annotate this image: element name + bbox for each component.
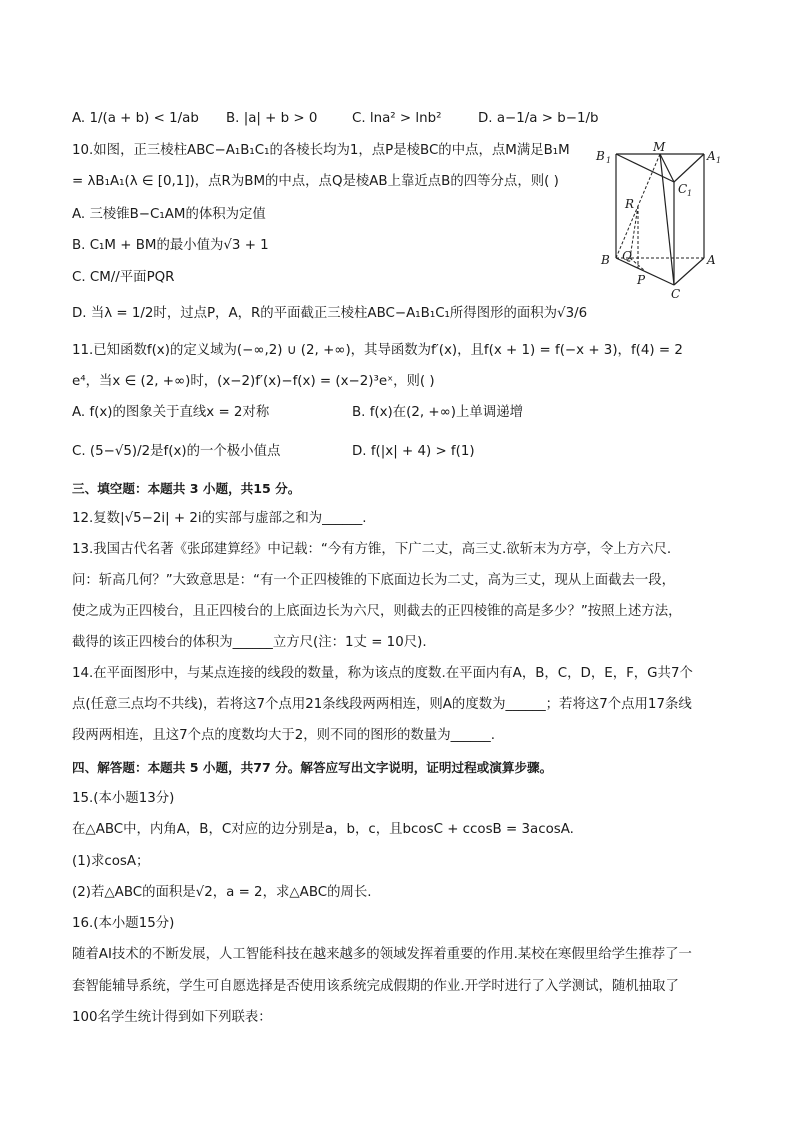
q14-line2: 点(任意三点均不共线)，若将这7个点用21条线段两两相连，则A的度数为______；若将这7个点用17条线	[72, 697, 692, 712]
q11-stem-line2: e⁴，当x ∈ (2, +∞)时，(x−2)f′(x)−f(x) = (x−2)³eˣ，则( )	[72, 374, 435, 389]
q10-stem-line1: 10.如图，正三棱柱ABC−A₁B₁C₁的各棱长均为1，点P是棱BC的中点，点M满足B₁M	[72, 143, 570, 158]
label-c1: C	[678, 182, 688, 196]
q11-option-b: B. f(x)在(2, +∞)上单调递增	[352, 405, 523, 420]
q13-line2: 问：斩高几何？”大致意思是：“有一个正四棱锥的下底面边长为二丈，高为三丈，现从上面截去一段，	[72, 573, 676, 588]
edge-c1a1	[674, 154, 704, 182]
label-c1-sub: 1	[687, 189, 693, 198]
label-a1-sub: 1	[716, 156, 722, 165]
segment-mc	[660, 154, 674, 285]
q10-stem-line2: = λB₁A₁(λ ∈ [0,1])，点R为BM的中点，点Q是棱AB上靠近点B的四等分点，则( )	[72, 174, 559, 189]
label-q: Q	[622, 249, 632, 263]
label-b1-sub: 1	[606, 156, 612, 165]
q16-line3: 100名学生统计得到如下列联表：	[72, 1010, 272, 1025]
q16-line2: 套智能辅导系统，学生可自愿选择是否使用该系统完成假期的作业.开学时进行了入学测试，随机抽取了	[72, 979, 679, 994]
q15-stem: 在△ABC中，内角A，B，C对应的边分别是a，b，c，且bcosC + ccosB = 3acosA.	[72, 822, 574, 837]
edge-b1c1	[616, 154, 674, 182]
label-m: M	[653, 140, 666, 154]
q9-option-a: A. 1/(a + b) < 1/ab	[72, 111, 199, 126]
label-r: R	[625, 197, 635, 211]
section-solution-heading: 四、解答题：本题共 5 小题，共77 分。解答应写出文字说明，证明过程或演算步骤。	[72, 760, 553, 775]
triangular-prism-diagram	[590, 140, 730, 300]
q13-line1: 13.我国古代名著《张邱建算经》中记载：“今有方锥，下广二丈，高三丈.欲斩末为方亭，令上方六尺.	[72, 542, 672, 557]
segment-qp	[630, 258, 645, 271]
q13-line4: 截得的该正四棱台的体积为______立方尺(注：1丈 = 10尺).	[72, 635, 427, 650]
label-b1: B	[596, 149, 605, 163]
q9-option-b: B. |a| + b > 0	[226, 111, 318, 126]
q10-option-d: D. 当λ = 1/2时，过点P，A，R的平面截正三棱柱ABC−A₁B₁C₁所得图形的面积为√3/6	[72, 306, 588, 321]
label-p: P	[637, 273, 646, 287]
q11-option-c: C. (5−√5)/2是f(x)的一个极小值点	[72, 444, 281, 459]
label-b: B	[601, 253, 610, 267]
q10-option-b: B. C₁M + BM的最小值为√3 + 1	[72, 238, 269, 253]
q15-part2: (2)若△ABC的面积是√2，a = 2，求△ABC的周长.	[72, 885, 372, 900]
q14-line3: 段两两相连，且这7个点的度数均大于2，则不同的图形的数量为______.	[72, 728, 496, 743]
q11-option-a: A. f(x)的图象关于直线x = 2对称	[72, 405, 270, 420]
q9-option-c: C. lna² > lnb²	[352, 111, 442, 126]
q16-line1: 随着AI技术的不断发展，人工智能科技在越来越多的领域发挥着重要的作用.某校在寒假里给学生推荐了一	[72, 947, 692, 962]
q11-option-d: D. f(|x| + 4) > f(1)	[352, 444, 475, 459]
label-a1: A	[707, 149, 716, 163]
q11-stem-line1: 11.已知函数f(x)的定义域为(−∞,2) ∪ (2, +∞)，其导函数为f′(x)，且f(x + 1) = f(−x + 3)，f(4) = 2	[72, 343, 683, 358]
q12-stem: 12.复数|√5−2i| + 2i的实部与虚部之和为______.	[72, 511, 367, 526]
edge-ca	[674, 258, 704, 285]
q16-heading: 16.(本小题15分)	[72, 916, 175, 931]
q15-heading: 15.(本小题13分)	[72, 791, 175, 806]
label-a: A	[707, 253, 716, 267]
q9-option-d: D. a−1/a > b−1/b	[478, 111, 599, 126]
q14-line1: 14.在平面图形中，与某点连接的线段的数量，称为该点的度数.在平面内有A，B，C，D，E，F，G共7个	[72, 666, 693, 681]
prism-figure	[590, 140, 730, 300]
q15-part1: (1)求cosA；	[72, 854, 150, 869]
q10-option-c: C. CM//平面PQR	[72, 270, 175, 285]
section-fill-in-blank-heading: 三、填空题：本题共 3 小题，共15 分。	[72, 481, 301, 496]
label-c: C	[671, 287, 681, 300]
q10-option-a: A. 三棱锥B−C₁AM的体积为定值	[72, 207, 266, 222]
q13-line3: 使之成为正四棱台，且正四棱台的上底面边长为六尺，则截去的正四棱锥的高是多少？”按照上述方法，	[72, 604, 682, 619]
